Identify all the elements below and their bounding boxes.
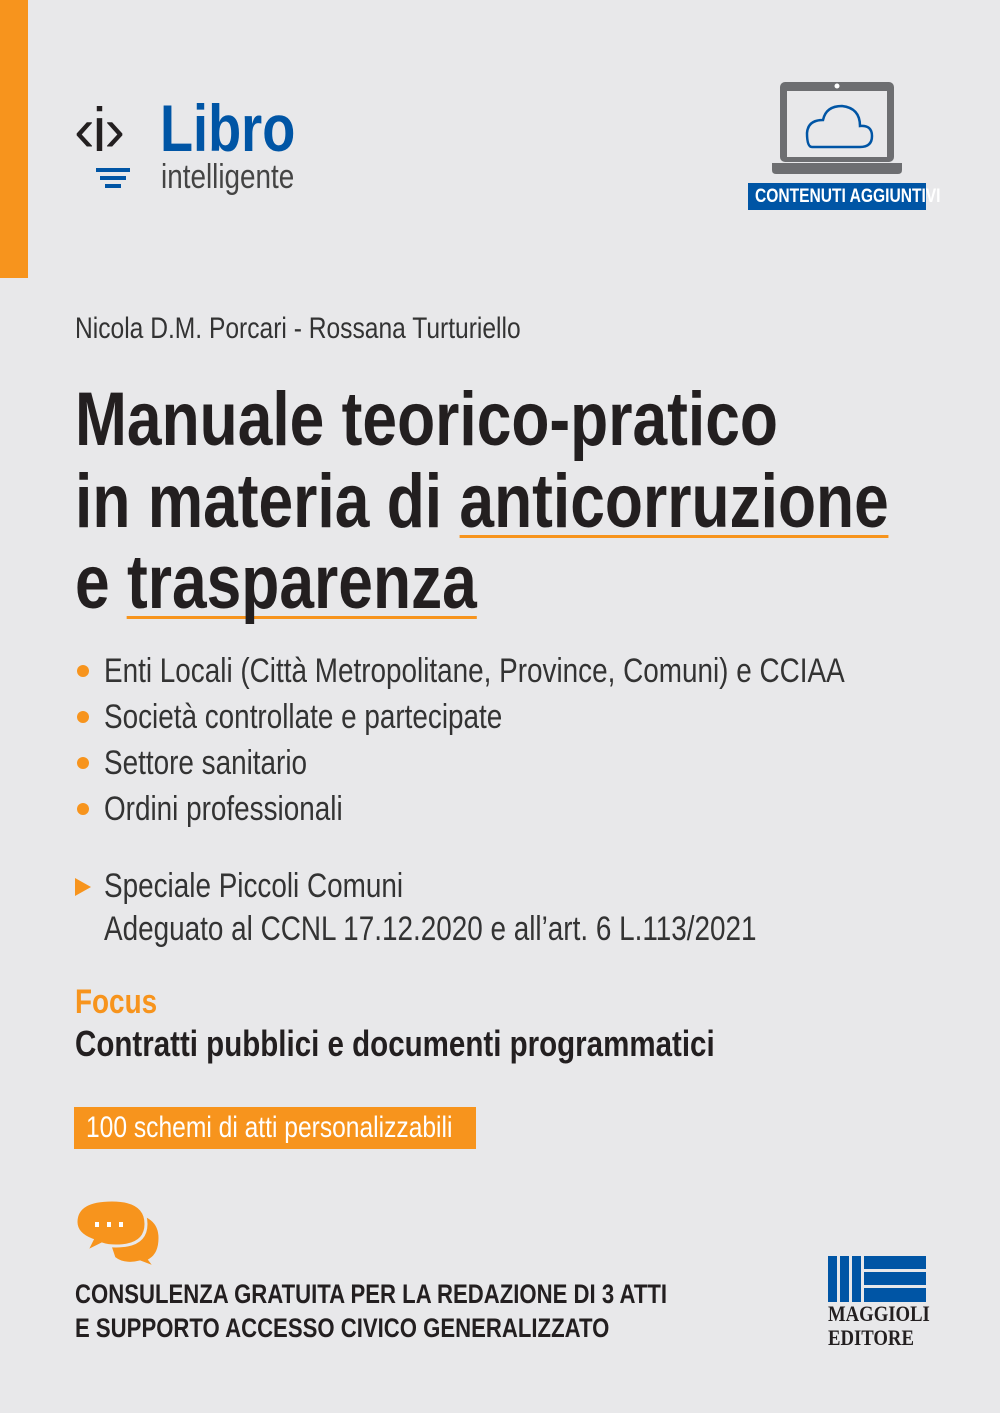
consulting-line-1: CONSULENZA GRATUITA PER LA REDAZIONE DI 3 ATTI — [75, 1279, 668, 1309]
bullet-icon — [77, 757, 89, 769]
title-underlined: anticorruzione — [459, 459, 889, 544]
bullet-item: Enti Locali (Città Metropolitane, Province, Comuni) e CCIAA — [104, 652, 845, 690]
bullet-icon — [77, 711, 89, 723]
title-line-2 — [75, 459, 889, 544]
focus-label: Focus — [75, 983, 158, 1021]
special-line-2: Adeguato al CCNL 17.12.2020 e all’art. 6 L.113/2021 — [104, 910, 757, 948]
title-line-1: Manuale teorico-pratico — [75, 377, 778, 462]
bullet-item: Società controllate e partecipate — [104, 698, 503, 736]
bullet-icon — [77, 665, 89, 677]
focus-text: Contratti pubblici e documenti programmatici — [75, 1023, 715, 1064]
bullet-item: Settore sanitario — [104, 744, 308, 782]
authors: Nicola D.M. Porcari - Rossana Turturiello — [75, 312, 521, 345]
triangle-bullet-icon — [75, 878, 91, 896]
consulting-line-2: E SUPPORTO ACCESSO CIVICO GENERALIZZATO — [75, 1313, 610, 1343]
logo-brand: Libro — [160, 91, 296, 165]
maggioli-logo-icon — [828, 1256, 928, 1302]
title-text: in materia di — [75, 459, 460, 544]
special-line-1: Speciale Piccoli Comuni — [104, 867, 404, 905]
highlight-text: 100 schemi di atti personalizzabili — [86, 1111, 453, 1144]
logo-brackets: ‹i› — [74, 96, 124, 165]
contenuti-aggiuntivi-badge — [748, 183, 941, 210]
orange-stripe — [0, 0, 28, 278]
bullet-icon — [77, 803, 89, 815]
badge-label: CONTENUTI AGGIUNTIVI — [755, 186, 941, 207]
chat-bubbles-icon — [74, 1198, 164, 1270]
title-line-3 — [75, 540, 477, 625]
laptop-cloud-icon — [770, 80, 904, 180]
bullet-item: Ordini professionali — [104, 790, 343, 828]
publisher-name — [828, 1301, 930, 1350]
lightbulb-base-icon — [96, 168, 130, 192]
logo-tagline: intelligente — [161, 158, 295, 196]
publisher-line-1: MAGGIOLI — [828, 1301, 930, 1326]
publisher-line-2: EDITORE — [828, 1325, 914, 1350]
title-underlined: trasparenza — [126, 540, 477, 625]
highlight-banner — [74, 1107, 476, 1149]
title-text: e — [75, 540, 127, 625]
